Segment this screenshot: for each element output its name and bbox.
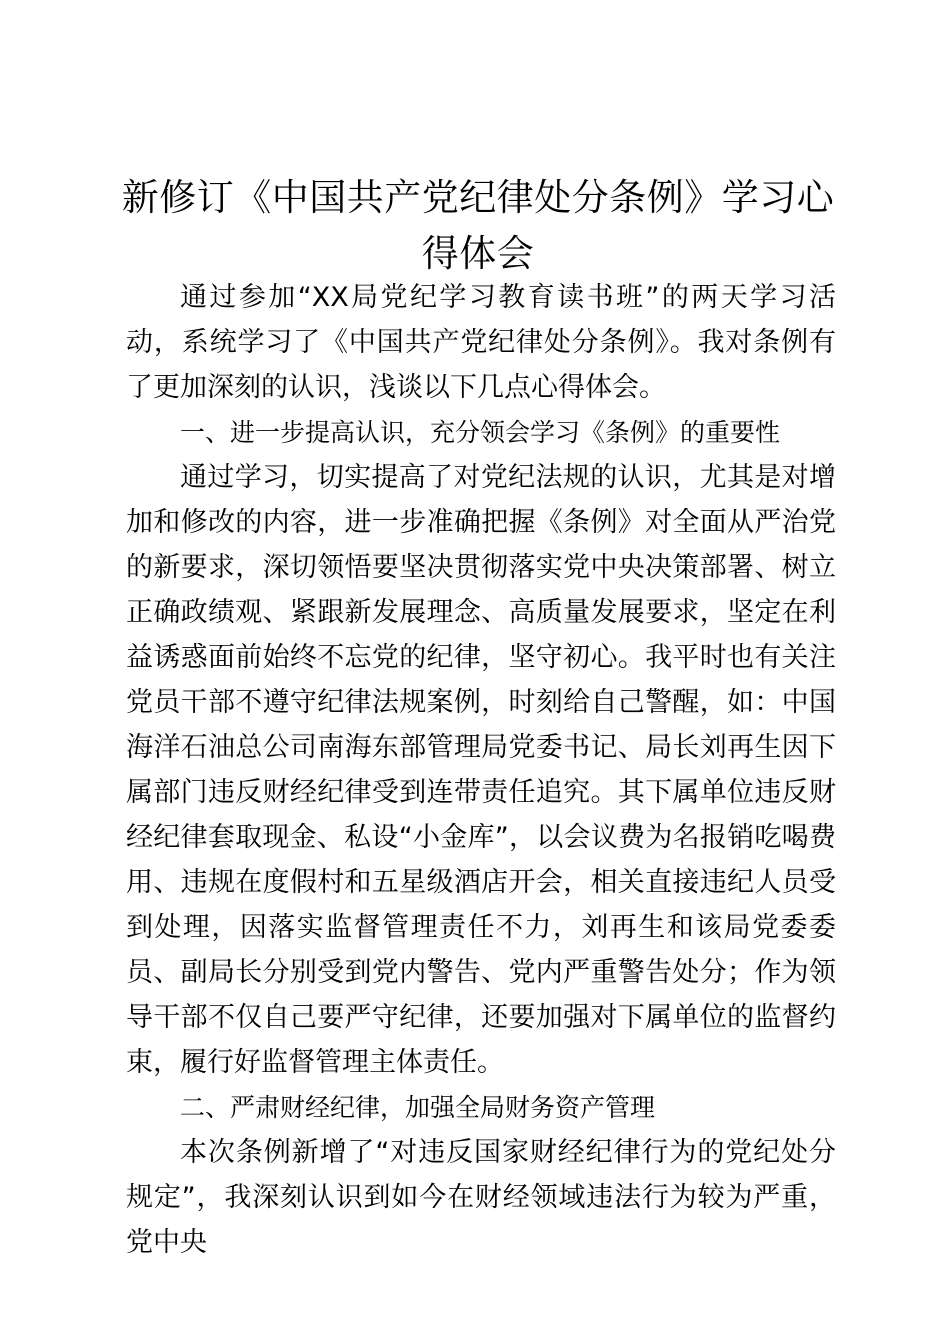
- intro-paragraph: 通过参加“XX局党纪学习教育读书班”的两天学习活动，系统学习了《中国共产党纪律处分条例》。我对条例有了更加深刻的认识，浅谈以下几点心得体会。: [126, 282, 836, 403]
- section-heading-2: 二、严肃财经纪律，加强全局财务资产管理: [180, 1093, 656, 1122]
- section-heading-1: 一、进一步提高认识，充分领会学习《条例》的重要性: [180, 418, 781, 447]
- section-2-paragraph: 本次条例新增了“对违反国家财经纪律行为的党纪处分规定”，我深刻认识到如今在财经领域违法行为较为严重，党中央: [126, 1137, 836, 1258]
- document-body: [126, 275, 836, 1265]
- document-title: 新修订《中国共产党纪律处分条例》学习心得体会: [121, 176, 835, 275]
- section-1-paragraph: 通过学习，切实提高了对党纪法规的认识，尤其是对增加和修改的内容，进一步准确把握《条例》对全面从严治党的新要求，深切领悟要坚决贯彻落实党中央决策部署、树立正确政绩观、紧跟新发展理念、高质量发展要求，坚定在利益诱惑面前始终不忘党的纪律，坚守初心。我平时也有关注党员干部不遵守纪律法规案例，时刻给自己警醒，如：中国海洋石油总公司南海东部管理局党委书记、局长刘再生因下属部门违反财经纪律受到连带责任追究。其下属单位违反财经纪律套取现金、私设“小金库”，以会议费为名报销吃喝费用、违规在度假村和五星级酒店开会，相关直接违纪人员受到处理，因落实监督管理责任不力，刘再生和该局党委委员、副局长分别受到党内警告、党内严重警告处分；作为领导干部不仅自己要严守纪律，还要加强对下属单位的监督约束，履行好监督管理主体责任。: [126, 462, 836, 1078]
